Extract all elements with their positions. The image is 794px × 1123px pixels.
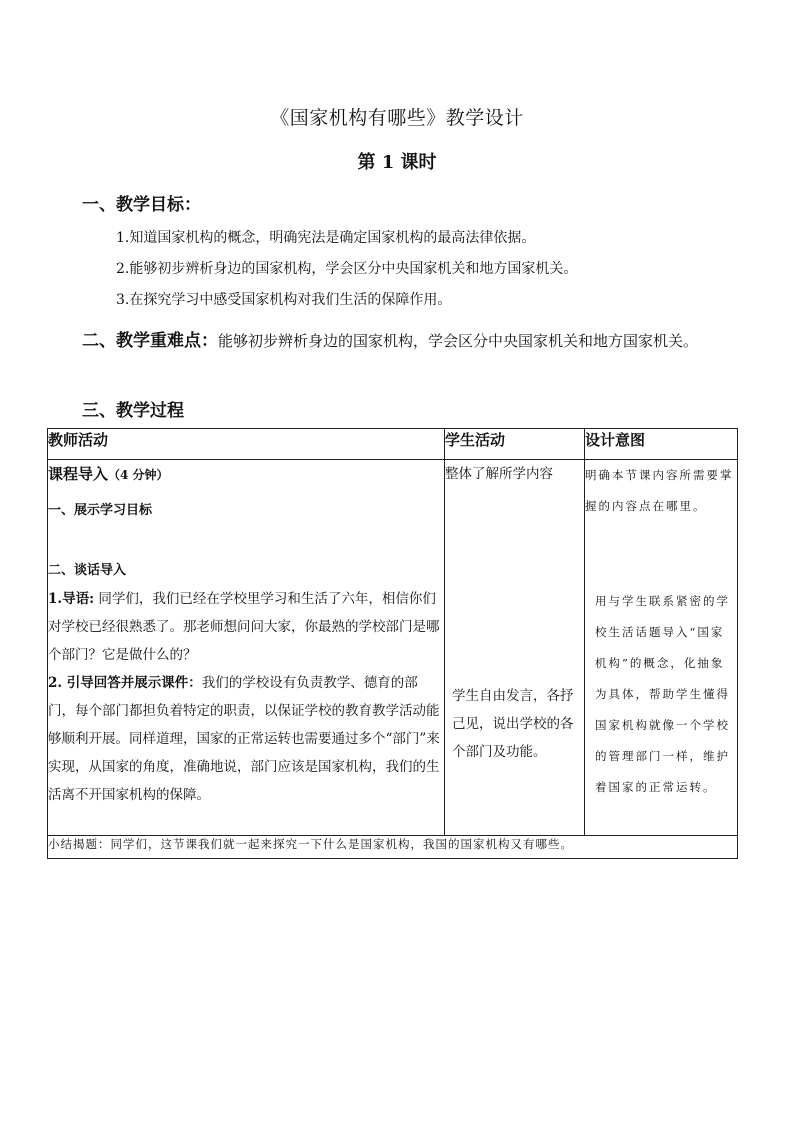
student-activity-2: 学生自由发言，各抒己见，说出学校的各个部门及功能。 <box>452 688 574 760</box>
summary-text: 小结揭题：同学们，这节课我们就一起来探究一下什么是国家机构，我国的国家机构又有哪些。 <box>48 836 738 859</box>
key-points-text: 能够初步辨析身边的国家机构，学会区分中央国家机关和地方国家机关。 <box>218 332 699 350</box>
section-keypoints-heading: 二、教学重难点： <box>82 331 218 351</box>
student-activity-cell <box>445 460 585 836</box>
design-intent-cell <box>585 460 738 836</box>
document-title: 《国家机构有哪些》教学设计 <box>270 107 524 129</box>
header-design-intent: 设计意图 <box>585 429 738 460</box>
intro-paragraph <box>48 585 444 669</box>
objective-item: 3.在探究学习中感受国家机构对我们生活的保障作用。 <box>116 292 452 308</box>
design-intent-1: 明确本节课内容所需要掌握的内容点在哪里。 <box>585 468 734 513</box>
key-points-paragraph <box>82 323 722 359</box>
summary-row <box>48 836 738 859</box>
table-row <box>48 460 738 836</box>
table-header-row <box>48 429 738 460</box>
lesson-intro-time: （4 分钟） <box>108 468 169 482</box>
intro-text: 同学们，我们已经在学校里学习和生活了六年，相信你们对学校已经很熟悉了。那老师想问问大家，你最熟的学校部门是哪个部门？它是做什么的？ <box>48 591 440 663</box>
header-teacher-activity: 教师活动 <box>48 429 445 460</box>
lesson-process-table <box>47 428 738 859</box>
section-objectives-heading: 一、教学目标： <box>82 195 201 215</box>
teacher-activity-cell <box>48 460 445 836</box>
objective-item: 2.能够初步辨析身边的国家机构，学会区分中央国家机关和地方国家机关。 <box>116 261 578 277</box>
lesson-intro-label: 课程导入 <box>48 465 109 483</box>
design-intent-2: 用与学生联系紧密的学校生活话题导入“国家机构”的概念，化抽象为具体，帮助学生懂得国家机构就像一个学校的管理部门一样，维护着国家的正常运转。 <box>595 594 730 794</box>
lesson-subtitle: 第 1 课时 <box>357 152 437 173</box>
objective-item: 1.知道国家机构的概念，明确宪法是确定国家机构的最高法律依据。 <box>116 230 536 246</box>
student-activity-1: 整体了解所学内容 <box>445 466 553 482</box>
guide-paragraph <box>48 669 444 809</box>
guide-label: 2. 引导回答并展示课件： <box>48 675 202 691</box>
guide-text: 我们的学校设有负责教学、德育的部门，每个部门都担负着特定的职责，以保证学校的教育教学活动能够顺利开展。同样道理，国家的正常运转也需要通过多个“部门”来实现，从国家的角度，准确地说，部门应该是国家机构，我们的生活离不开国家机构的保障。 <box>48 675 440 803</box>
step-show-goals: 一、展示学习目标 <box>48 503 153 518</box>
header-student-activity: 学生活动 <box>445 429 585 460</box>
step-talk-intro: 二、谈话导入 <box>48 563 127 578</box>
section-process-heading: 三、教学过程 <box>82 401 184 421</box>
lesson-intro-title <box>48 460 444 489</box>
intro-label: 1.导语: <box>48 591 95 607</box>
